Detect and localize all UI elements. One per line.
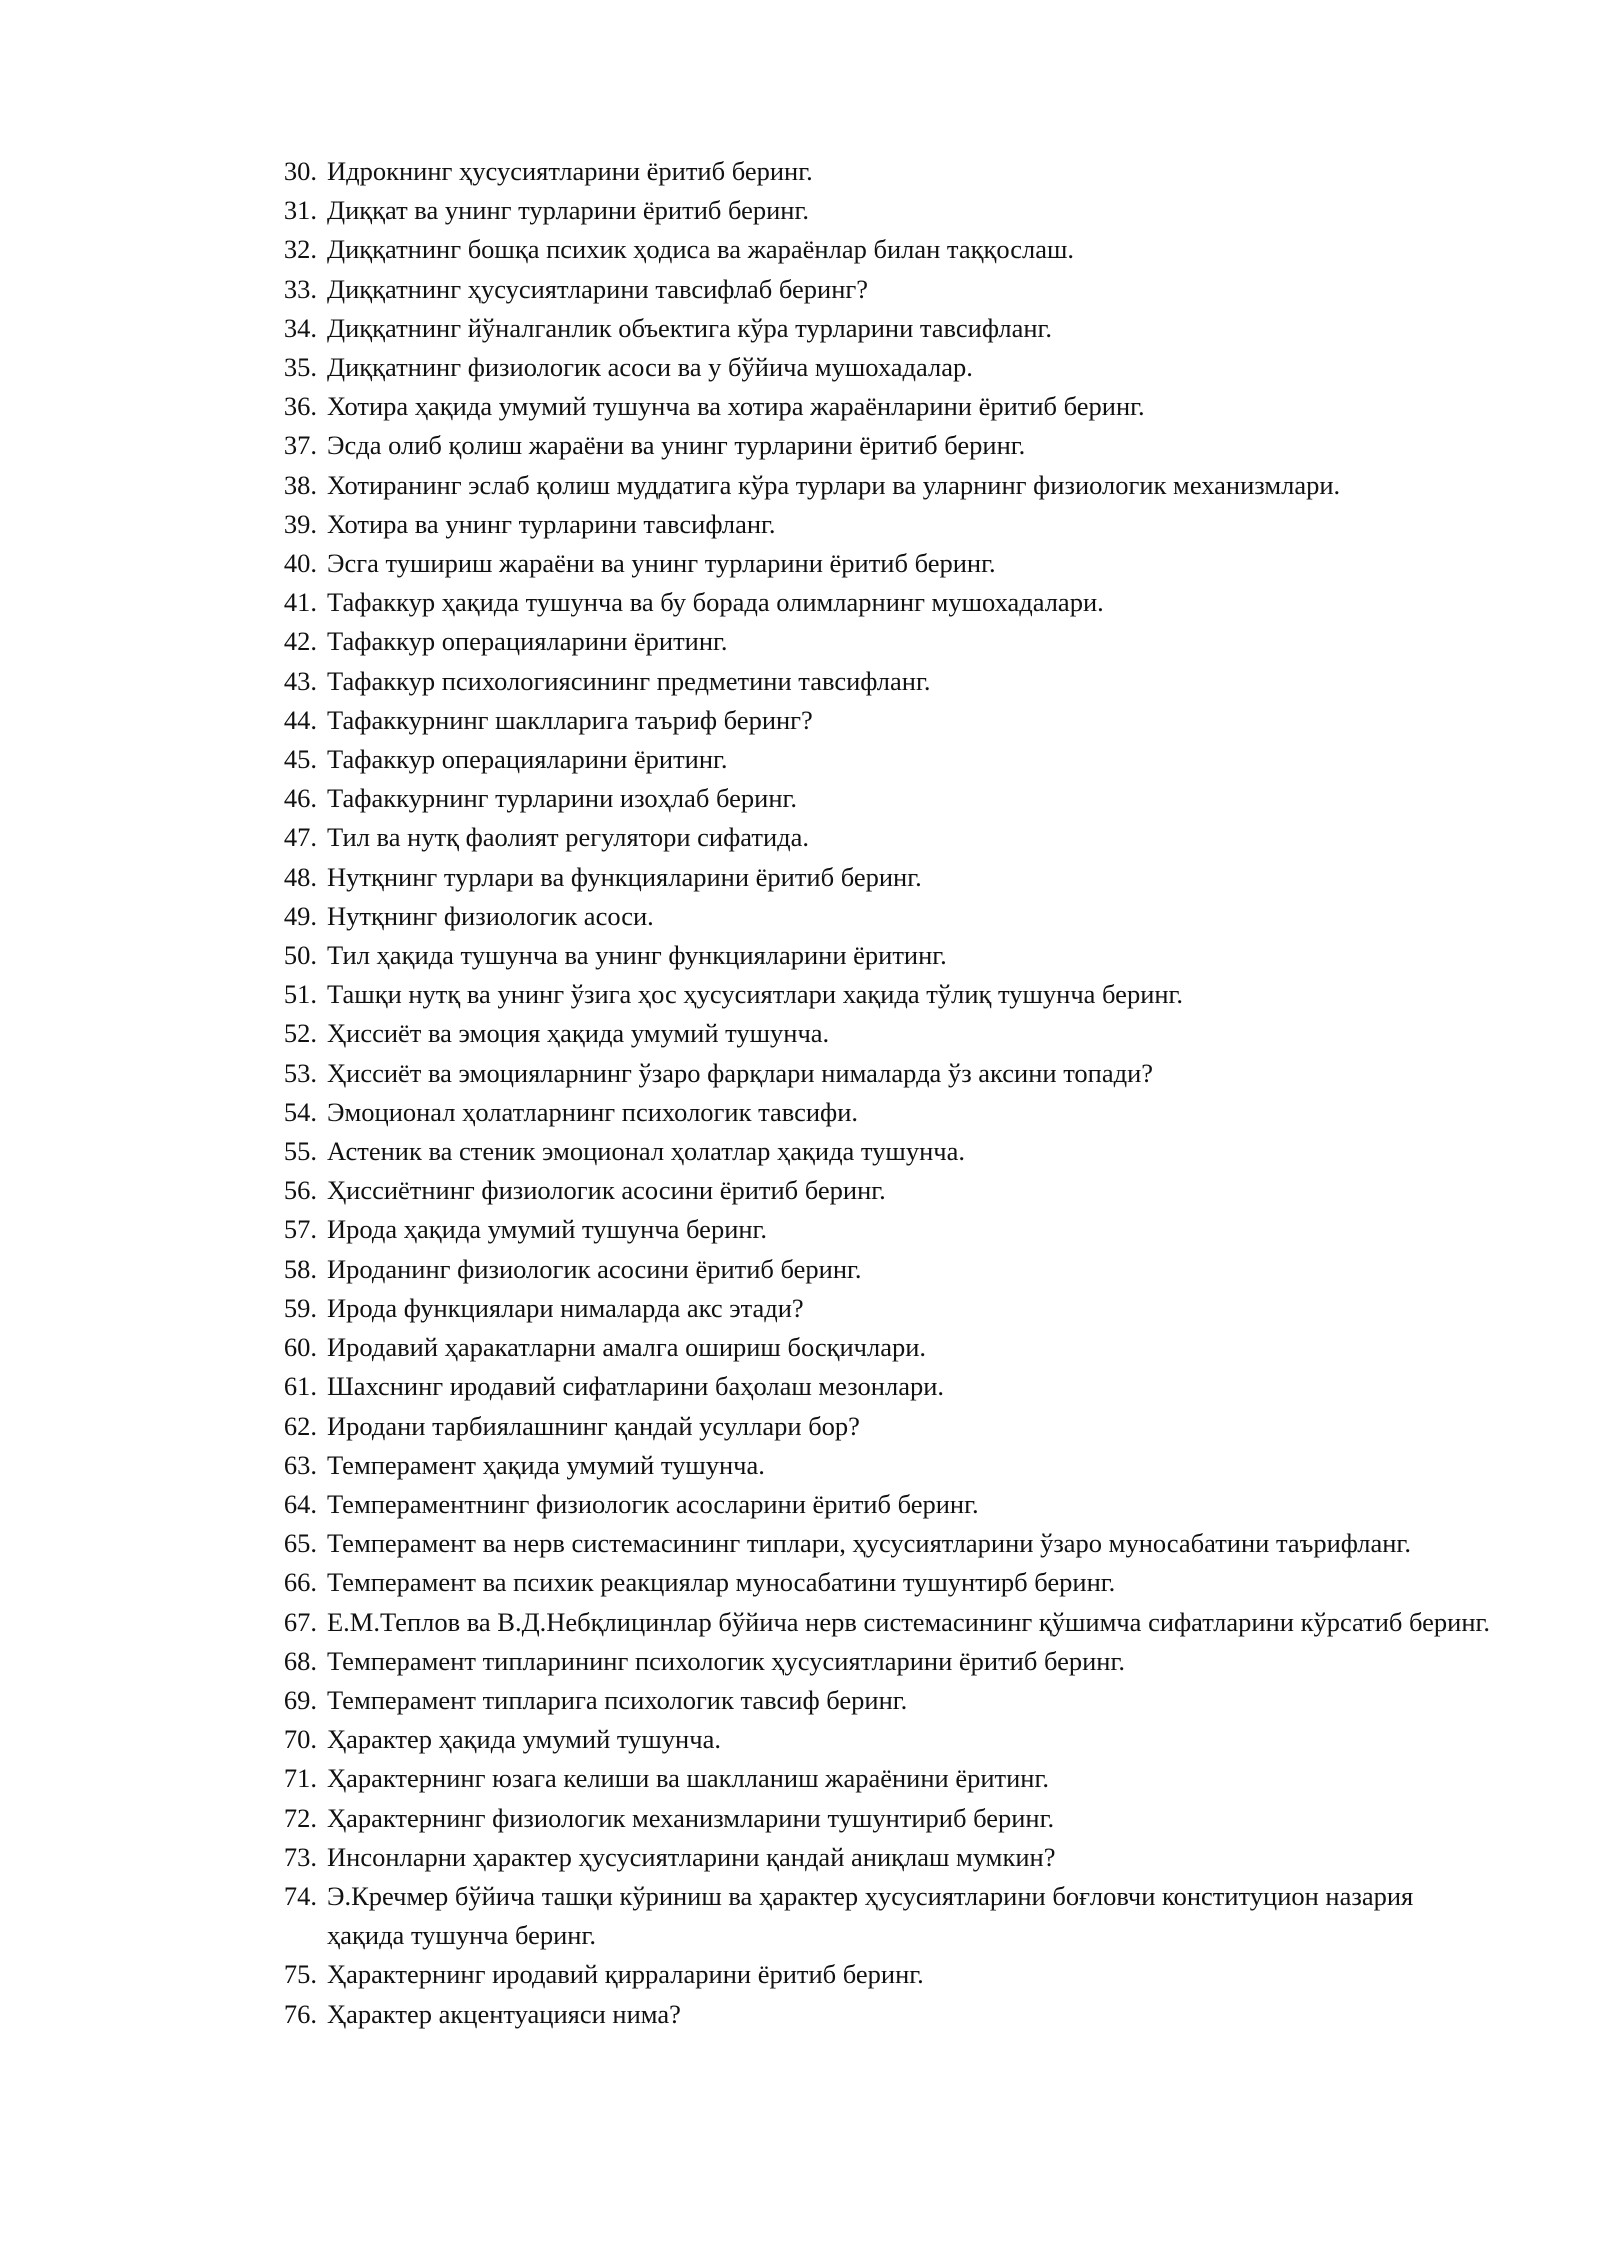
question-number: 46. xyxy=(283,783,317,814)
list-item xyxy=(270,1603,1490,1642)
list-item xyxy=(270,270,1490,309)
question-text: Хотиранинг эслаб қолиш муддатига кўра турлари ва уларнинг физиологик механизмлари. xyxy=(327,469,1341,500)
list-item xyxy=(270,1132,1490,1171)
question-number: 33. xyxy=(283,273,317,304)
list-item xyxy=(270,1524,1490,1563)
question-number: 68. xyxy=(283,1645,317,1676)
question-number: 73. xyxy=(283,1841,317,1872)
question-text: Тафаккур операцияларини ёритинг. xyxy=(327,744,728,775)
list-item xyxy=(270,779,1490,818)
question-text: Иродавий ҳаракатларни амалга ошириш босқичлари. xyxy=(327,1332,927,1363)
question-number: 72. xyxy=(283,1802,317,1833)
list-item xyxy=(270,1681,1490,1720)
list-item xyxy=(270,387,1490,426)
question-text: Ҳарактернинг юзага келиши ва шаклланиш жараёнини ёритинг. xyxy=(327,1763,1049,1794)
question-number: 75. xyxy=(283,1959,317,1990)
list-item xyxy=(270,1720,1490,1759)
list-item xyxy=(270,1955,1490,1994)
question-text: Э.Кречмер бўйича ташқи кўриниш ва ҳарактер ҳусусиятларини боғловчи конституцион назария ҳақида тушунча беринг. xyxy=(327,1880,1414,1951)
question-number: 37. xyxy=(283,430,317,461)
question-number: 74. xyxy=(283,1880,317,1911)
question-text: Тафаккурнинг шаклларига таъриф беринг? xyxy=(327,704,813,735)
question-number: 71. xyxy=(283,1763,317,1794)
question-text: Эмоционал ҳолатларнинг психологик тавсифи. xyxy=(327,1096,859,1127)
question-text: Эсга тушириш жараёни ва унинг турларини ёритиб беринг. xyxy=(327,548,996,579)
question-text: Темперамент типларининг психологик ҳусусиятларини ёритиб беринг. xyxy=(327,1645,1125,1676)
question-number: 30. xyxy=(283,156,317,186)
list-item xyxy=(270,191,1490,230)
list-item xyxy=(270,1210,1490,1249)
question-text: Темперамент ҳақида умумий тушунча. xyxy=(327,1449,765,1480)
question-text: Ҳарактер ҳақида умумий тушунча. xyxy=(327,1724,721,1755)
question-text: Ташқи нутқ ва унинг ўзига ҳос ҳусусиятлари хақида тўлиқ тушунча беринг. xyxy=(327,979,1184,1010)
list-item xyxy=(270,466,1490,505)
question-number: 61. xyxy=(283,1371,317,1402)
question-text: Темперамент типларига психологик тавсиф беринг. xyxy=(327,1684,908,1715)
list-item xyxy=(270,309,1490,348)
question-text: Тафаккур ҳақида тушунча ва бу борада олимларнинг мушохадалари. xyxy=(327,587,1104,618)
question-number: 70. xyxy=(283,1724,317,1755)
question-number: 76. xyxy=(283,1998,317,2029)
list-item xyxy=(270,1250,1490,1289)
list-item xyxy=(270,936,1490,975)
question-text: Инсонларни ҳарактер ҳусусиятларини қандай аниқлаш мумкин? xyxy=(327,1841,1056,1872)
list-item xyxy=(270,622,1490,661)
question-text: Ирода ҳақида умумий тушунча беринг. xyxy=(327,1214,768,1245)
list-item xyxy=(270,544,1490,583)
list-item xyxy=(270,1014,1490,1053)
question-number: 38. xyxy=(283,469,317,500)
question-number: 41. xyxy=(283,587,317,618)
question-text: Хотира ҳақида умумий тушунча ва хотира жараёнларини ёритиб беринг. xyxy=(327,391,1145,422)
question-number: 57. xyxy=(283,1214,317,1245)
list-item xyxy=(270,1838,1490,1877)
list-item xyxy=(270,1289,1490,1328)
question-text: Тафаккур психологиясининг предметини тавсифланг. xyxy=(327,665,931,696)
list-item xyxy=(270,152,1490,191)
question-number: 50. xyxy=(283,940,317,971)
question-number: 59. xyxy=(283,1292,317,1323)
question-text: Идрокнинг ҳусусиятларини ёритиб беринг. xyxy=(327,156,813,186)
question-number: 44. xyxy=(283,704,317,735)
question-text: Темперамент ва нерв системасининг типлари, ҳусусиятларини ўзаро муносабатини таърифланг. xyxy=(327,1528,1411,1559)
question-text: Хотира ва унинг турларини тавсифланг. xyxy=(327,508,776,539)
list-item xyxy=(270,1328,1490,1367)
list-item xyxy=(270,701,1490,740)
question-text: Ҳиссиёт ва эмоцияларнинг ўзаро фарқлари нималарда ўз аксини топади? xyxy=(327,1057,1154,1088)
list-item xyxy=(270,1563,1490,1602)
question-text: Диққатнинг бошқа психик ҳодиса ва жараёнлар билан таққослаш. xyxy=(327,234,1075,265)
question-text: Эсда олиб қолиш жараёни ва унинг турларини ёритиб беринг. xyxy=(327,430,1026,461)
question-text: Нутқнинг физиологик асоси. xyxy=(327,900,654,931)
list-item xyxy=(270,1367,1490,1406)
question-number: 67. xyxy=(283,1606,317,1637)
question-number: 58. xyxy=(283,1253,317,1284)
question-number: 56. xyxy=(283,1175,317,1206)
question-number: 65. xyxy=(283,1528,317,1559)
list-item xyxy=(270,858,1490,897)
list-item xyxy=(270,426,1490,465)
question-number: 66. xyxy=(283,1567,317,1598)
list-item xyxy=(270,1446,1490,1485)
question-number: 42. xyxy=(283,626,317,657)
question-number: 69. xyxy=(283,1684,317,1715)
question-number: 47. xyxy=(283,822,317,853)
question-text: Тафаккур операцияларини ёритинг. xyxy=(327,626,728,657)
list-item xyxy=(270,1093,1490,1132)
question-text: Ҳиссиёт ва эмоция ҳақида умумий тушунча. xyxy=(327,1018,830,1049)
list-item xyxy=(270,1759,1490,1798)
question-number: 62. xyxy=(283,1410,317,1441)
question-text: Темпераментнинг физиологик асосларини ёритиб беринг. xyxy=(327,1488,979,1519)
question-number: 48. xyxy=(283,861,317,892)
question-number: 31. xyxy=(283,195,317,226)
list-item xyxy=(270,1877,1490,1955)
question-text: Иродани тарбиялашнинг қандай усуллари бор? xyxy=(327,1410,860,1441)
question-number: 43. xyxy=(283,665,317,696)
list-item xyxy=(270,1485,1490,1524)
list-item xyxy=(270,818,1490,857)
question-number: 64. xyxy=(283,1488,317,1519)
list-item xyxy=(270,662,1490,701)
list-item xyxy=(270,975,1490,1014)
question-number: 51. xyxy=(283,979,317,1010)
question-text: Ҳарактернинг физиологик механизмларини тушунтириб беринг. xyxy=(327,1802,1055,1833)
question-number: 63. xyxy=(283,1449,317,1480)
question-text: Тил ва нутқ фаолият регулятори сифатида. xyxy=(327,822,809,853)
list-item xyxy=(270,1407,1490,1446)
question-text: Ирода функциялари нималарда акс этади? xyxy=(327,1292,804,1323)
question-text: Диққатнинг физиологик асоси ва у бўйича мушохадалар. xyxy=(327,352,973,383)
question-text: Диққат ва унинг турларини ёритиб беринг. xyxy=(327,195,809,226)
question-number: 35. xyxy=(283,352,317,383)
question-number: 53. xyxy=(283,1057,317,1088)
question-text: Е.М.Теплов ва В.Д.Небқлицинлар бўйича нерв системасининг қўшимча сифатларини кўрсатиб беринг. xyxy=(327,1606,1491,1637)
question-text: Иродaнинг физиологик асосини ёритиб беринг. xyxy=(327,1253,862,1284)
list-item xyxy=(270,1995,1490,2034)
question-list xyxy=(270,152,1490,2034)
question-text: Тил ҳақида тушунча ва унинг функцияларини ёритинг. xyxy=(327,940,947,971)
question-text: Тафаккурнинг турларини изоҳлаб беринг. xyxy=(327,783,798,814)
list-item xyxy=(270,1799,1490,1838)
question-number: 54. xyxy=(283,1096,317,1127)
list-item xyxy=(270,1054,1490,1093)
question-text: Ҳиссиётнинг физиологик асосини ёритиб беринг. xyxy=(327,1175,886,1206)
question-text: Темперамент ва психик реакциялар муносабатини тушунтирб беринг. xyxy=(327,1567,1116,1598)
question-number: 52. xyxy=(283,1018,317,1049)
question-text: Ҳарактернинг иродавий қирраларини ёритиб беринг. xyxy=(327,1959,924,1990)
question-number: 39. xyxy=(283,508,317,539)
list-item xyxy=(270,1642,1490,1681)
question-text: Нутқнинг турлари ва функцияларини ёритиб беринг. xyxy=(327,861,922,892)
list-item xyxy=(270,583,1490,622)
question-number: 60. xyxy=(283,1332,317,1363)
list-item xyxy=(270,1171,1490,1210)
question-number: 49. xyxy=(283,900,317,931)
question-text: Астеник ва стеник эмоционал ҳолатлар ҳақида тушунча. xyxy=(327,1136,965,1167)
list-item xyxy=(270,897,1490,936)
question-number: 32. xyxy=(283,234,317,265)
list-item xyxy=(270,505,1490,544)
question-text: Диққатнинг ҳусусиятларини тавсифлаб беринг? xyxy=(327,273,869,304)
question-number: 45. xyxy=(283,744,317,775)
list-item xyxy=(270,230,1490,269)
question-number: 40. xyxy=(283,548,317,579)
list-item xyxy=(270,740,1490,779)
question-text: Диққатнинг йўналганлик объектига кўра турларини тавсифланг. xyxy=(327,312,1053,343)
question-text: Шахснинг иродавий сифатларини баҳолаш мезонлари. xyxy=(327,1371,945,1402)
list-item xyxy=(270,348,1490,387)
question-number: 34. xyxy=(283,312,317,343)
question-text: Ҳарактер акцентуацияси нима? xyxy=(327,1998,681,2029)
question-number: 55. xyxy=(283,1136,317,1167)
question-number: 36. xyxy=(283,391,317,422)
